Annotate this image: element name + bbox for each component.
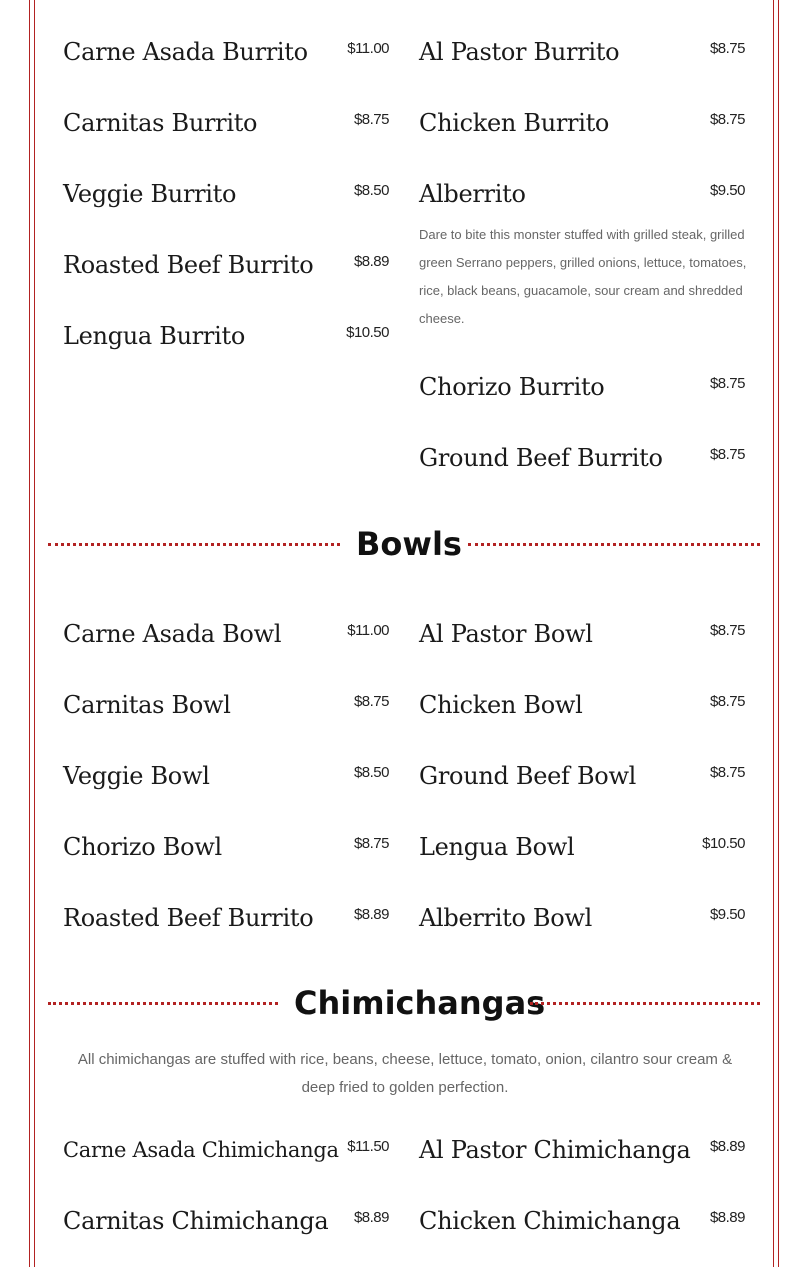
left-border-line bbox=[29, 0, 30, 1267]
item-price: $8.75 bbox=[709, 375, 745, 392]
item-name: Lengua Burrito bbox=[63, 322, 245, 350]
item-price: $8.75 bbox=[709, 764, 745, 781]
item-price: $10.50 bbox=[346, 324, 389, 341]
item-price: $10.50 bbox=[702, 835, 745, 852]
item-price: $8.89 bbox=[709, 1209, 745, 1226]
item-name: Veggie Bowl bbox=[63, 762, 210, 790]
right-border-line bbox=[778, 0, 779, 1267]
section-title: Chimichangas bbox=[294, 984, 546, 1022]
item-name: Alberrito bbox=[419, 180, 526, 208]
dotted-divider bbox=[468, 543, 760, 546]
section-header-chimichangas bbox=[48, 983, 760, 1023]
item-name: Al Pastor Bowl bbox=[419, 620, 593, 648]
item-price: $8.75 bbox=[353, 835, 389, 852]
dotted-divider bbox=[48, 543, 340, 546]
dotted-divider bbox=[530, 1002, 760, 1005]
item-name: Ground Beef Bowl bbox=[419, 762, 637, 790]
item-price: $8.89 bbox=[353, 1209, 389, 1226]
item-name: Lengua Bowl bbox=[419, 833, 575, 861]
item-name: Carnitas Bowl bbox=[63, 691, 231, 719]
dotted-divider bbox=[48, 1002, 278, 1005]
item-name: Roasted Beef Burrito bbox=[63, 904, 314, 932]
item-price: $8.89 bbox=[353, 253, 389, 270]
item-price: $8.75 bbox=[709, 111, 745, 128]
item-price: $9.50 bbox=[709, 182, 745, 199]
item-name: Carnitas Chimichanga bbox=[63, 1207, 329, 1235]
item-price: $11.00 bbox=[347, 40, 389, 57]
item-price: $11.00 bbox=[347, 622, 389, 639]
item-name: Chicken Bowl bbox=[419, 691, 583, 719]
item-name: Carne Asada Chimichanga bbox=[63, 1138, 339, 1162]
section-title: Bowls bbox=[356, 525, 462, 563]
right-border-line bbox=[773, 0, 774, 1267]
item-name: Carne Asada Burrito bbox=[63, 38, 308, 66]
item-name: Chicken Burrito bbox=[419, 109, 610, 137]
item-price: $8.89 bbox=[353, 906, 389, 923]
item-name: Alberrito Bowl bbox=[419, 904, 593, 932]
item-name: Roasted Beef Burrito bbox=[63, 251, 314, 279]
section-header-bowls bbox=[48, 524, 760, 564]
section-note: All chimichangas are stuffed with rice, beans, cheese, lettuce, tomato, onion, cilantro sour cream & deep fried to golden perfection. bbox=[77, 1051, 733, 1096]
item-price: $8.50 bbox=[353, 182, 389, 199]
item-price: $8.75 bbox=[709, 40, 745, 57]
item-price: $8.75 bbox=[709, 693, 745, 710]
item-price: $8.75 bbox=[709, 622, 745, 639]
item-price: $8.75 bbox=[353, 693, 389, 710]
item-name: Carnitas Burrito bbox=[63, 109, 258, 137]
item-name: Carne Asada Bowl bbox=[63, 620, 282, 648]
item-price: $8.89 bbox=[709, 1138, 745, 1155]
item-name: Chicken Chimichanga bbox=[419, 1207, 681, 1235]
item-price: $8.75 bbox=[353, 111, 389, 128]
item-name: Chorizo Burrito bbox=[419, 373, 605, 401]
item-name: Veggie Burrito bbox=[63, 180, 237, 208]
item-name: Al Pastor Chimichanga bbox=[419, 1136, 691, 1164]
left-border-line bbox=[34, 0, 35, 1267]
item-price: $8.75 bbox=[709, 446, 745, 463]
item-price: $9.50 bbox=[709, 906, 745, 923]
item-name: Al Pastor Burrito bbox=[419, 38, 620, 66]
item-price: $11.50 bbox=[347, 1138, 389, 1155]
item-description: Dare to bite this monster stuffed with grilled steak, grilled green Serrano peppers, grilled onions, lettuce, tomatoes, rice, black beans, guacamole, sour cream and shredded cheese. bbox=[419, 227, 747, 326]
item-name: Chorizo Bowl bbox=[63, 833, 222, 861]
item-price: $8.50 bbox=[353, 764, 389, 781]
item-name: Ground Beef Burrito bbox=[419, 444, 663, 472]
